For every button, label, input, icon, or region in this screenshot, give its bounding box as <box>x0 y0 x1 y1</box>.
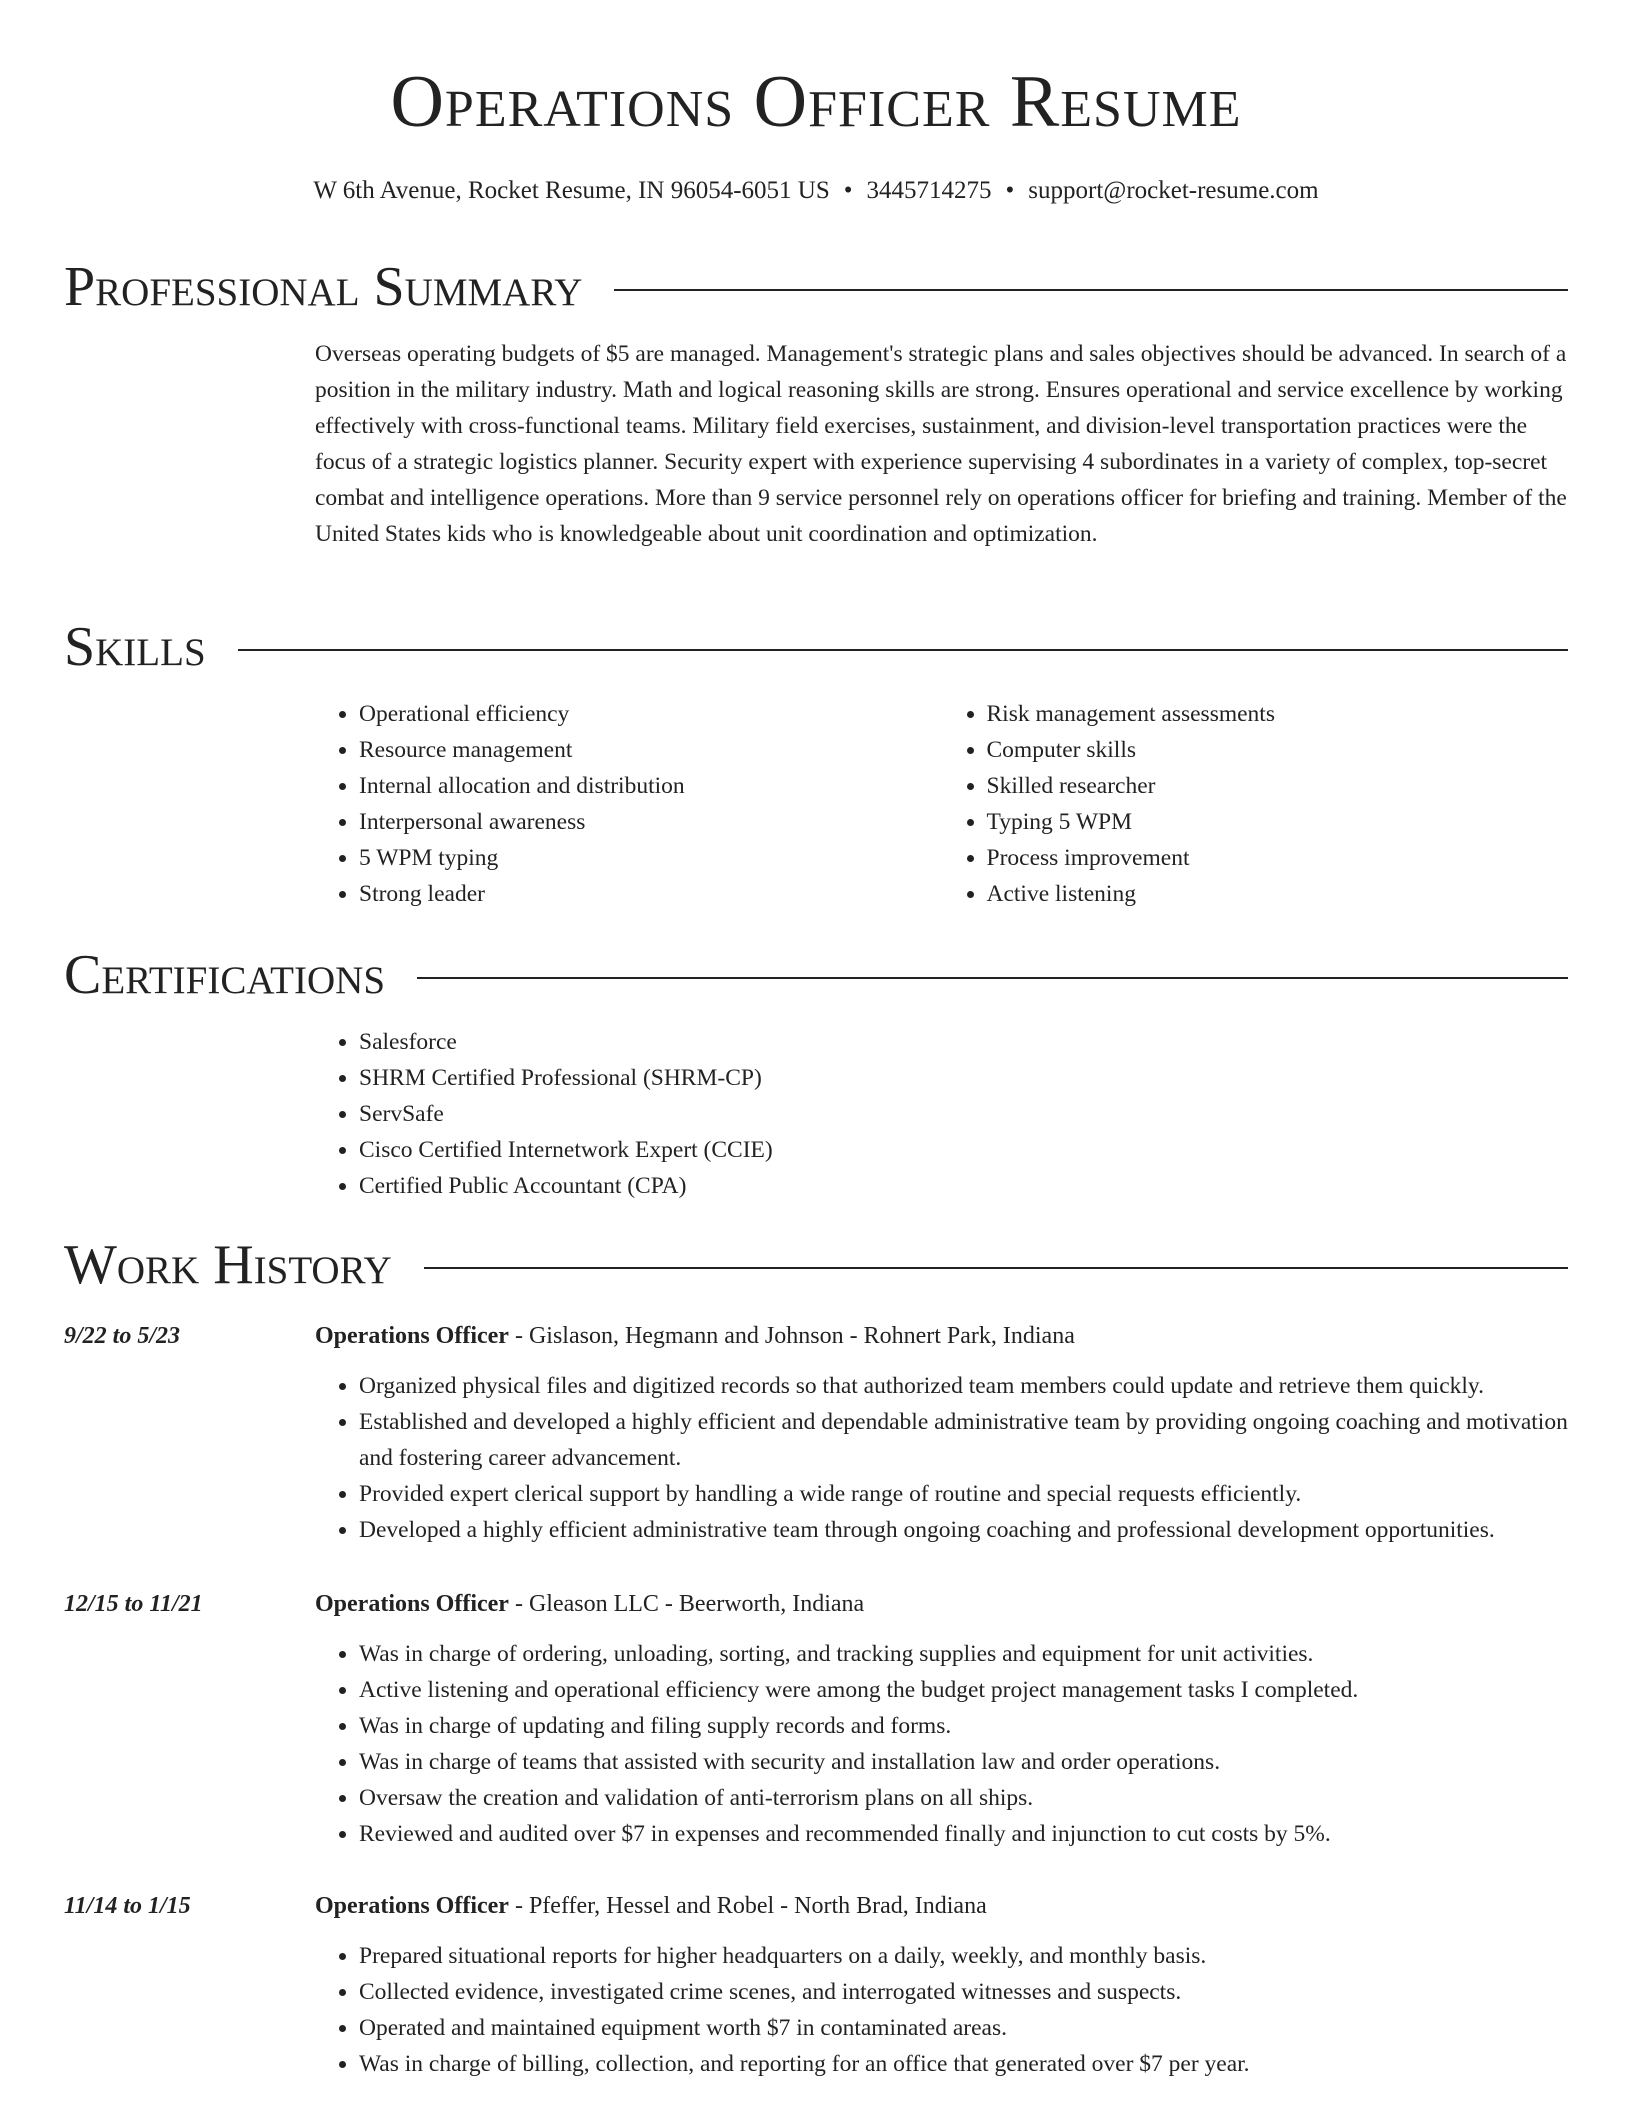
job-bullet: • Was in charge of updating and filing supply records and forms. <box>359 1708 1570 1744</box>
work-history-heading: Work History <box>64 1234 392 1296</box>
job-bullet: • Was in charge of billing, collection, and reporting for an office that generated over $7 per year. <box>359 2046 1570 2082</box>
certification-item: • SHRM Certified Professional (SHRM-CP) <box>359 1060 1570 1096</box>
job-bullet: • Reviewed and audited over $7 in expenses and recommended finally and injunction to cut costs by 5%. <box>359 1816 1570 1852</box>
contact-separator: • <box>1005 177 1015 204</box>
skill-item: • Interpersonal awareness <box>359 804 943 840</box>
skills-body <box>315 696 1570 912</box>
skill-item: • Computer skills <box>987 732 1571 768</box>
job-bullets <box>315 1938 1570 2082</box>
certifications-body <box>315 1024 1570 1204</box>
job-employer: - Gleason LLC - Beerworth, Indiana <box>508 1591 865 1617</box>
job-employer: - Pfeffer, Hessel and Robel - North Brad, Indiana <box>508 1893 987 1919</box>
skills-heading: Skills <box>64 616 206 678</box>
section-divider <box>238 649 1568 651</box>
contact-separator: • <box>843 177 853 204</box>
skill-item: • Internal allocation and distribution <box>359 768 943 804</box>
skill-item: • Process improvement <box>987 840 1571 876</box>
certification-item: • Certified Public Accountant (CPA) <box>359 1168 1570 1204</box>
job-bullet: • Was in charge of ordering, unloading, sorting, and tracking supplies and equipment for unit activities. <box>359 1636 1570 1672</box>
certifications-heading: Certifications <box>64 944 386 1006</box>
certifications-list <box>315 1024 1570 1204</box>
job-entry <box>315 1318 1570 1548</box>
skill-item: • Strong leader <box>359 876 943 912</box>
job-heading <box>315 1888 1570 1924</box>
skill-item: • 5 WPM typing <box>359 840 943 876</box>
job-heading <box>315 1318 1570 1354</box>
job-bullet: • Established and developed a highly efficient and dependable administrative team by providing ongoing coaching and motivation and fostering career advancement. <box>359 1404 1570 1476</box>
section-divider <box>424 1267 1568 1269</box>
contact-line <box>0 174 1632 208</box>
job-dates: 11/14 to 1/15 <box>64 1893 191 1919</box>
job-bullet: • Oversaw the creation and validation of anti-terrorism plans on all ships. <box>359 1780 1570 1816</box>
job-bullet: • Operated and maintained equipment worth $7 in contaminated areas. <box>359 2010 1570 2046</box>
contact-email[interactable]: support@rocket-resume.com <box>1028 177 1319 204</box>
certification-item: • Cisco Certified Internetwork Expert (CCIE) <box>359 1132 1570 1168</box>
job-title: Operations Officer <box>315 1893 509 1919</box>
contact-phone: 3445714275 <box>866 177 992 204</box>
skill-item: • Active listening <box>987 876 1571 912</box>
job-bullet: • Active listening and operational efficiency were among the budget project management tasks I completed. <box>359 1672 1570 1708</box>
resume-title: Operations Officer Resume <box>390 61 1242 143</box>
job-bullet: • Was in charge of teams that assisted with security and installation law and order operations. <box>359 1744 1570 1780</box>
job-entry <box>315 1888 1570 2082</box>
work-history-section-header <box>64 1232 1568 1298</box>
skill-item: • Operational efficiency <box>359 696 943 732</box>
job-title: Operations Officer <box>315 1591 509 1617</box>
skills-section-header <box>64 614 1568 680</box>
job-bullet: • Developed a highly efficient administrative team through ongoing coaching and professional development opportunities. <box>359 1512 1570 1548</box>
skill-item: • Typing 5 WPM <box>987 804 1571 840</box>
job-dates: 12/15 to 11/21 <box>64 1591 203 1617</box>
job-bullet: • Collected evidence, investigated crime scenes, and interrogated witnesses and suspects. <box>359 1974 1570 2010</box>
job-employer: - Gislason, Hegmann and Johnson - Rohnert Park, Indiana <box>508 1323 1075 1349</box>
contact-address: W 6th Avenue, Rocket Resume, IN 96054-6051 US <box>313 177 830 204</box>
job-entry <box>315 1586 1570 1852</box>
skills-list-right <box>943 696 1571 912</box>
job-title: Operations Officer <box>315 1323 509 1349</box>
summary-text: Overseas operating budgets of $5 are managed. Management's strategic plans and sales objectives should be advanced. In search of a position in the military industry. Math and logical reasoning skills are strong. Ensures operational and service excellence by working effectively with cross-functional teams. Military field exercises, sustainment, and division-level transportation practices were the focus of a strategic logistics planner. Security expert with experience supervising 4 subordinates in a variety of complex, top-secret combat and intelligence operations. More than 9 service personnel rely on operations officer for briefing and training. Member of the United States kids who is knowledgeable about unit coordination and optimization. <box>315 341 1567 547</box>
job-dates: 9/22 to 5/23 <box>64 1323 181 1349</box>
job-bullets <box>315 1636 1570 1852</box>
summary-heading: Professional Summary <box>64 256 583 318</box>
certification-item: • Salesforce <box>359 1024 1570 1060</box>
certification-item: • ServSafe <box>359 1096 1570 1132</box>
section-divider <box>417 977 1568 979</box>
skill-item: • Resource management <box>359 732 943 768</box>
summary-section-header <box>64 254 1568 320</box>
section-divider <box>614 289 1568 291</box>
skill-item: • Skilled researcher <box>987 768 1571 804</box>
skill-item: • Risk management assessments <box>987 696 1571 732</box>
job-bullets <box>315 1368 1570 1548</box>
certifications-section-header <box>64 942 1568 1008</box>
summary-body <box>315 336 1570 552</box>
job-bullet: • Prepared situational reports for higher headquarters on a daily, weekly, and monthly basis. <box>359 1938 1570 1974</box>
job-heading <box>315 1586 1570 1622</box>
job-bullet: • Provided expert clerical support by handling a wide range of routine and special requests efficiently. <box>359 1476 1570 1512</box>
skills-list-left <box>315 696 943 912</box>
job-bullet: • Organized physical files and digitized records so that authorized team members could update and retrieve them quickly. <box>359 1368 1570 1404</box>
